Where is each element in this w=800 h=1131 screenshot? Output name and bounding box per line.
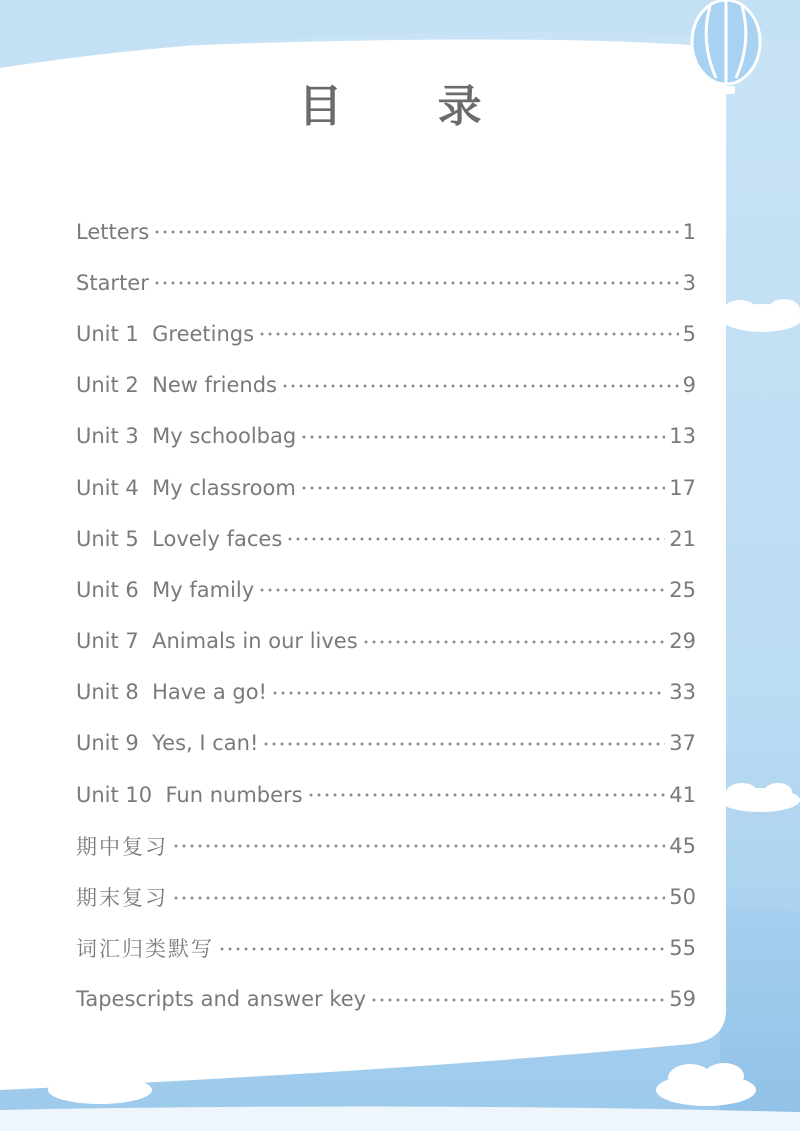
dot-leader [271,682,665,703]
dot-leader [172,887,665,908]
toc-entry-page-number: 55 [669,936,696,961]
dot-leader [262,733,665,754]
toc-entry-label: Unit 1 Greetings [76,321,255,346]
toc-entry-label: Unit 6 My family [76,577,255,602]
toc-entry-page-number: 45 [669,833,696,858]
toc-entry-page-number: 59 [669,987,696,1012]
toc-entry[interactable] [76,616,696,667]
toc-entry-label: Unit 4 My classroom [76,475,296,500]
page-title: 目 录 [298,81,522,132]
dot-leader [172,835,665,856]
dot-leader [258,323,679,344]
toc-entry-page-number: 13 [669,424,696,449]
toc-entry-label: 词汇归类默写 [76,937,214,962]
dot-leader [258,579,665,600]
toc-entry[interactable] [76,411,696,462]
toc-entry-label: Unit 5 Lovely faces [76,526,283,551]
toc-entry-page-number: 37 [669,731,696,756]
toc-entry-label: Unit 7 Animals in our lives [76,629,358,654]
toc-entry[interactable] [76,462,696,513]
toc-entry-label: Unit 2 New friends [76,373,277,398]
dot-leader [153,272,679,293]
toc-entry-page-number: 41 [669,782,696,807]
toc-entry[interactable] [76,667,696,718]
toc-entry[interactable] [76,257,696,308]
toc-entry-page-number: 25 [669,577,696,602]
toc-entry[interactable] [76,360,696,411]
toc-entry-label: Unit 9 Yes, I can! [76,731,259,756]
toc-entry-page-number: 29 [669,629,696,654]
toc-entry-page-number: 33 [669,680,696,705]
toc-entry[interactable] [76,718,696,769]
dot-leader [153,221,678,242]
toc-entry-page-number: 5 [682,321,696,346]
toc-entry-label: Unit 10 Fun numbers [76,782,303,807]
dot-leader [218,938,665,959]
toc-entry[interactable] [76,923,696,974]
toc-entry[interactable] [76,769,696,820]
toc-entry[interactable] [76,513,696,564]
dot-leader [300,426,665,447]
toc-entry[interactable] [76,564,696,615]
toc-entry-page-number: 3 [682,270,696,295]
dot-leader [300,477,665,498]
dot-leader [362,631,666,652]
dot-leader [370,989,665,1010]
toc-entry-page-number: 50 [669,885,696,910]
toc-entry-page-number: 1 [682,219,696,244]
dot-leader [281,375,679,396]
toc-entry[interactable] [76,820,696,871]
table-of-contents [76,206,696,1025]
toc-entry[interactable] [76,974,696,1025]
toc-entry-label: Unit 8 Have a go! [76,680,267,705]
toc-entry-page-number: 9 [682,373,696,398]
toc-entry-label: 期末复习 [76,886,168,911]
toc-entry-page-number: 17 [669,475,696,500]
dot-leader [286,528,665,549]
toc-entry-label: 期中复习 [76,834,168,859]
toc-entry[interactable] [76,308,696,359]
toc-entry-page-number: 21 [669,526,696,551]
toc-entry[interactable] [76,206,696,257]
dot-leader [307,784,666,805]
toc-entry[interactable] [76,871,696,922]
toc-entry-label: Starter [76,270,149,295]
toc-entry-label: Letters [76,219,150,244]
toc-entry-label: Tapescripts and answer key [76,987,367,1012]
toc-entry-label: Unit 3 My schoolbag [76,424,297,449]
